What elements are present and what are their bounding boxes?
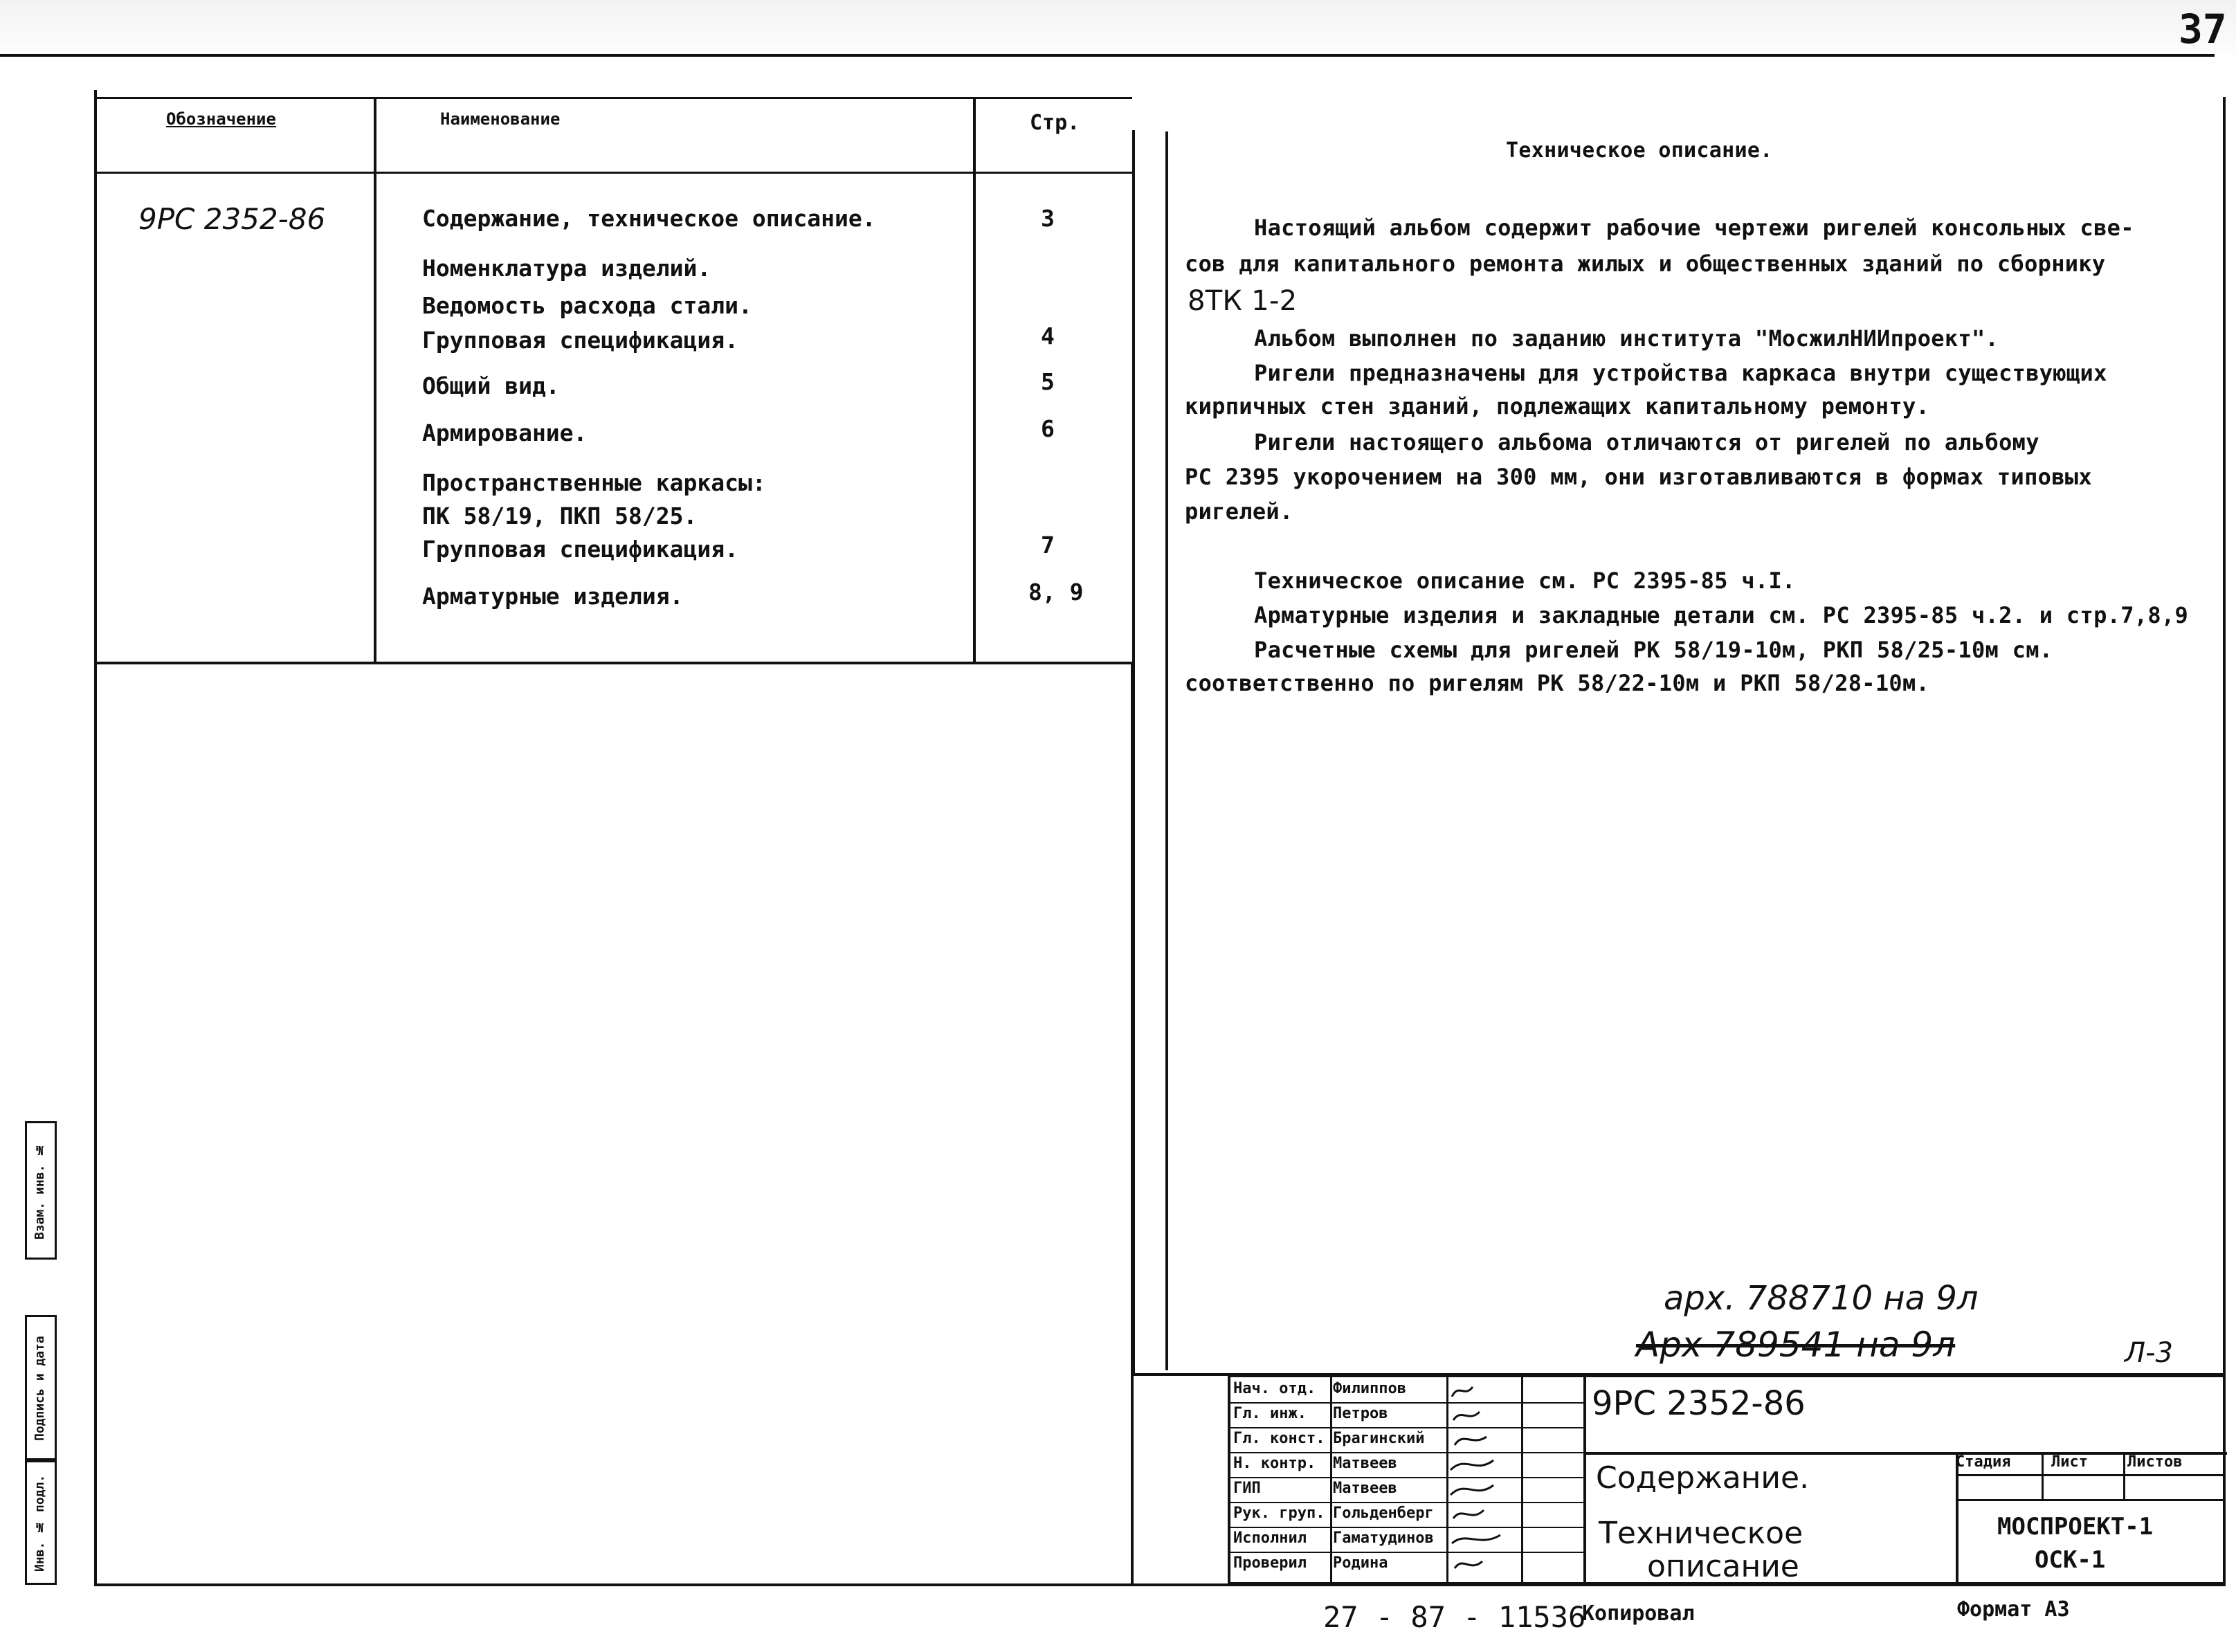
description-line: Альбом выполнен по заданию института "МосжилНИИпроект". [1254,325,1999,352]
tb-name: Родина [1333,1554,1388,1572]
tb-name: Матвеев [1333,1455,1397,1472]
sheet-number: 37 [2179,6,2227,53]
footer-format: Формат А3 [1957,1597,2070,1622]
archive-note-2: Арх 789541 на 9л [1636,1325,1956,1365]
contents-row-page: 3 [1041,205,1055,232]
tb-hline [1230,1527,1583,1528]
description-line: Арматурные изделия и закладные детали см. РС 2395-85 ч.2. и стр.7,8,9 [1254,602,2189,628]
signature [1451,1485,1493,1495]
side-stamp-1: Взам. инв. № [33,1142,47,1240]
tb-hline [1230,1477,1583,1478]
contents-row-page: 5 [1041,368,1055,395]
contents-row-name: Номенклатура изделий. [422,255,711,282]
archive-note-1: арх. 788710 на 9л [1664,1279,1979,1318]
description-panel [1132,130,2223,1376]
tb-role: Рук. груп. [1233,1505,1325,1522]
contents-top-line [94,97,1132,99]
description-line: сов для капитального ремонта жилых и общественных зданий по сборнику [1185,251,2106,277]
signature [1452,1535,1500,1543]
signature [1455,1561,1482,1568]
col-designation-header: Обозначение [166,109,276,129]
tb-vline-3 [1521,1377,1523,1585]
tb-role: Проверил [1233,1554,1307,1572]
frame-right-line [2223,97,2226,1585]
sheet-mark: Л-3 [2125,1337,2173,1369]
tb-org-1: МОСПРОЕКТ-1 [1997,1513,2154,1541]
description-line: Расчетные схемы для ригелей РК 58/19-10м, РКП 58/25-10м см. [1254,637,2053,663]
signature [1451,1460,1493,1470]
footer-copied: Копировал [1582,1601,1695,1626]
tb-doc-title-2: Техническое [1599,1516,1803,1551]
description-line: кирпичных стен зданий, подлежащих капитальному ремонту. [1185,393,1930,419]
tb-name: Гаматудинов [1333,1530,1434,1547]
contents-row-page: 4 [1041,323,1055,350]
tb-name: Гольденберг [1333,1505,1434,1522]
contents-row-name: Общий вид. [422,372,560,399]
signature-marks [1445,1377,1517,1582]
tb-stage-divider [1956,1452,1958,1585]
contents-row-name: Армирование. [422,419,588,446]
signature [1453,1412,1480,1420]
description-line: РС 2395 укорочением на 300 мм, они изготавливаются в формах типовых [1185,464,2092,490]
tb-role: Нач. отд. [1233,1380,1316,1397]
tb-role: Исполнил [1233,1530,1307,1547]
description-title: Техническое описание. [1506,138,1773,163]
tb-role: Гл. инж. [1233,1405,1307,1422]
col-name-header: Наименование [440,109,561,129]
tb-name: Брагинский [1333,1430,1425,1447]
tb-stage-vline-1 [2042,1452,2044,1500]
tb-stage-hline-2 [1956,1499,2226,1501]
tb-org-2: ОСК-1 [2035,1546,2106,1574]
tb-doc-title-1: Содержание. [1596,1460,1810,1496]
tb-name: Матвеев [1333,1480,1397,1497]
tb-hline [1230,1452,1583,1453]
tb-vline-4 [1583,1377,1586,1585]
footer-order-number: 27 - 87 - 11536 [1323,1600,1586,1634]
contents-header-line [94,172,1132,174]
tb-doc-title-3: описание [1647,1549,1799,1584]
contents-row-name: ПК 58/19, ПКП 58/25. [422,502,698,529]
contents-col-divider-1 [374,97,376,664]
contents-row-name: Групповая спецификация. [422,327,738,354]
description-line: Ригели предназначены для устройства каркаса внутри существующих [1254,360,2107,386]
tb-sheets-label: Листов [2127,1453,2183,1471]
signature [1452,1387,1473,1397]
description-line: Техническое описание см. РС 2395-85 ч.I. [1254,568,1796,594]
contents-row-page: 8, 9 [1028,579,1084,606]
signature [1453,1510,1484,1518]
contents-designation: 9РС 2352-86 [138,202,326,236]
contents-table [94,97,1132,664]
tb-hline [1230,1552,1583,1553]
tb-doc-code: 9РС 2352-86 [1592,1384,1806,1423]
tb-stage-label: Стадия [1956,1453,2011,1471]
tb-role: Н. контр. [1233,1455,1316,1472]
tb-stage-hline-1 [1956,1474,2226,1476]
tb-stage-vline-2 [2123,1452,2125,1500]
tb-name: Петров [1333,1405,1388,1422]
description-line: 8ТК 1-2 [1188,285,1298,317]
side-stamp-1-box [25,1121,57,1260]
contents-row-name: Ведомость расхода стали. [422,292,752,319]
top-scan-noise [0,0,2236,62]
contents-row-page: 6 [1041,415,1055,442]
contents-row-name: Арматурные изделия. [422,583,684,610]
description-line: Ригели настоящего альбома отличаются от ригелей по альбому [1254,429,2039,455]
tb-role: ГИП [1233,1480,1261,1497]
side-stamp-3-box [25,1460,57,1585]
tb-vline-1 [1330,1377,1332,1585]
tb-name: Филиппов [1333,1380,1406,1397]
description-inner-line [1165,131,1168,1370]
top-border-line [0,54,2215,57]
description-line: соответственно по ригелям РК 58/22-10м и РКП 58/28-10м. [1185,670,1930,696]
tb-hline [1230,1427,1583,1428]
contents-row-name: Пространственные каркасы: [422,469,766,496]
signature [1455,1437,1487,1445]
contents-col-divider-2 [973,97,976,664]
contents-row-name: Содержание, техническое описание. [422,205,876,232]
contents-row-name: Групповая спецификация. [422,536,738,563]
tb-sheet-label: Лист [2051,1453,2088,1471]
contents-row-page: 7 [1041,532,1055,559]
blank-area-frame [94,662,1134,1585]
tb-hline [1230,1402,1583,1404]
description-line: Настоящий альбом содержит рабочие чертежи ригелей консольных све- [1254,215,2134,241]
side-stamp-2-box [25,1315,57,1460]
description-line: ригелей. [1185,498,1293,525]
tb-role: Гл. конст. [1233,1430,1325,1447]
side-stamp-3: Инв. № подл. [33,1474,47,1572]
side-stamp-2: Подпись и дата [33,1336,47,1441]
col-page-header: Стр. [1030,111,1080,135]
tb-hline [1230,1502,1583,1503]
